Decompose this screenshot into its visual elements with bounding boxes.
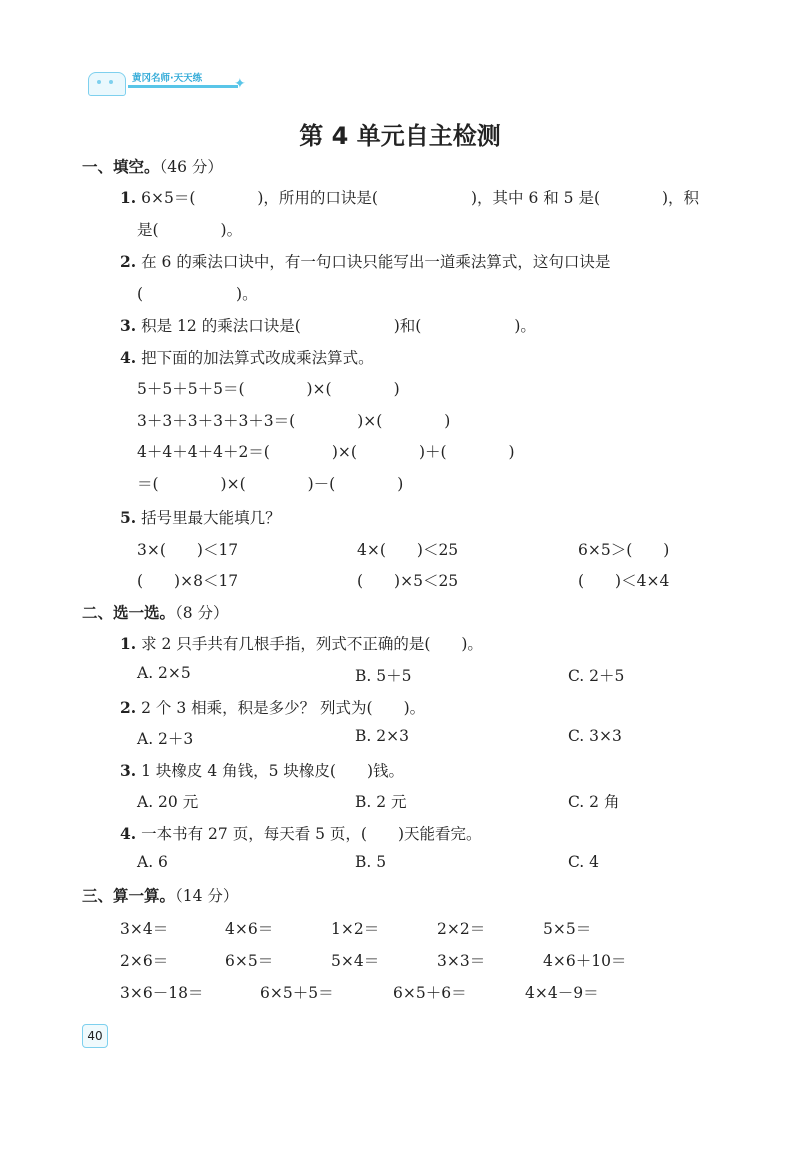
question-1-2-cont: ( )。 xyxy=(137,285,258,303)
option-a: A. 6 xyxy=(137,853,168,871)
calc-item: 2×2＝ xyxy=(437,920,486,938)
inequality: ( )×8＜17 xyxy=(137,572,239,590)
calc-item: 3×6－18＝ xyxy=(120,984,204,1002)
inequality: ( )×5＜25 xyxy=(357,572,459,590)
equation-row: 3＋3＋3＋3＋3＋3＝( )×( ) xyxy=(137,412,451,430)
brand-banner xyxy=(88,70,248,96)
section-3-points: （14 分） xyxy=(175,887,239,905)
question-number: 3. xyxy=(120,316,137,335)
option-a: A. 20 元 xyxy=(137,793,199,811)
question-number: 3. xyxy=(120,761,137,780)
question-1-5 xyxy=(120,506,281,528)
equation-row: ＝( )×( )－( ) xyxy=(137,475,404,493)
section-3-title: 三、算一算。 xyxy=(82,887,176,905)
section-1-title: 一、填空。 xyxy=(82,158,160,176)
section-2-title: 二、选一选。 xyxy=(82,604,176,622)
section-1-heading xyxy=(82,155,223,177)
option-a: A. 2×5 xyxy=(137,664,191,682)
question-number: 1. xyxy=(120,188,137,207)
question-1-2 xyxy=(120,250,610,272)
page-number: 40 xyxy=(82,1024,108,1048)
brand-underline xyxy=(128,85,238,88)
page-title: 第 4 单元自主检测 xyxy=(299,122,501,150)
section-1-points: （46 分） xyxy=(159,158,223,176)
inequality: 4×( )＜25 xyxy=(357,541,459,559)
calc-item: 4×4－9＝ xyxy=(525,984,599,1002)
question-text: 在 6 的乘法口诀中，有一句口诀只能写出一道乘法算式，这句口诀是 xyxy=(141,253,611,271)
question-1-1-cont: 是( )。 xyxy=(137,221,243,239)
option-b: B. 2 元 xyxy=(355,793,407,811)
question-number: 5. xyxy=(120,508,137,527)
question-number: 2. xyxy=(120,252,137,271)
calc-item: 4×6＋10＝ xyxy=(543,952,627,970)
inequality: 6×5＞( ) xyxy=(578,541,670,559)
question-text: 括号里最大能填几？ xyxy=(141,509,281,527)
question-text: 把下面的加法算式改成乘法算式。 xyxy=(141,349,374,367)
question-1-3 xyxy=(120,314,536,336)
question-number: 1. xyxy=(120,634,137,653)
calc-item: 5×4＝ xyxy=(331,952,380,970)
inequality: 3×( )＜17 xyxy=(137,541,239,559)
star-icon: ✦ xyxy=(234,76,246,92)
question-text: 6×5＝( )，所用的口诀是( )，其中 6 和 5 是( )，积 xyxy=(141,189,700,207)
question-2-4 xyxy=(120,822,482,844)
question-1-4 xyxy=(120,346,374,368)
calc-item: 1×2＝ xyxy=(331,920,380,938)
option-c: C. 2 角 xyxy=(568,793,620,811)
calc-item: 2×6＝ xyxy=(120,952,169,970)
question-2-2 xyxy=(120,696,425,718)
inequality: ( )＜4×4 xyxy=(578,572,670,590)
section-2-points: （8 分） xyxy=(175,604,229,622)
section-3-heading xyxy=(82,884,238,906)
question-text: 一本书有 27 页，每天看 5 页，( )天能看完。 xyxy=(141,825,482,843)
option-c: C. 3×3 xyxy=(568,727,622,745)
question-number: 2. xyxy=(120,698,137,717)
brand-text: 黄冈名师·天天练 xyxy=(132,73,203,84)
question-number: 4. xyxy=(120,348,137,367)
question-text: 积是 12 的乘法口诀是( )和( )。 xyxy=(141,317,536,335)
option-a: A. 2＋3 xyxy=(137,730,194,748)
calc-item: 6×5＋6＝ xyxy=(393,984,467,1002)
equation-row: 4＋4＋4＋4＋2＝( )×( )＋( ) xyxy=(137,443,515,461)
question-text: 1 块橡皮 4 角钱，5 块橡皮( )钱。 xyxy=(141,762,405,780)
calc-item: 3×4＝ xyxy=(120,920,169,938)
calc-item: 6×5＝ xyxy=(225,952,274,970)
section-2-heading xyxy=(82,601,229,623)
calc-item: 4×6＝ xyxy=(225,920,274,938)
question-number: 4. xyxy=(120,824,137,843)
question-text: 求 2 只手共有几根手指，列式不正确的是( )。 xyxy=(141,635,483,653)
question-2-3 xyxy=(120,759,404,781)
option-c: C. 4 xyxy=(568,853,600,871)
calc-item: 5×5＝ xyxy=(543,920,592,938)
option-b: B. 2×3 xyxy=(355,727,409,745)
option-c: C. 2＋5 xyxy=(568,667,625,685)
question-1-1 xyxy=(120,186,699,208)
calc-item: 3×3＝ xyxy=(437,952,486,970)
bear-logo-icon xyxy=(88,72,126,96)
option-b: B. 5 xyxy=(355,853,387,871)
equation-row: 5＋5＋5＋5＝( )×( ) xyxy=(137,380,400,398)
question-2-1 xyxy=(120,632,483,654)
question-text: 2 个 3 相乘，积是多少？ 列式为( )。 xyxy=(141,699,426,717)
calc-item: 6×5＋5＝ xyxy=(260,984,334,1002)
option-b: B. 5＋5 xyxy=(355,667,412,685)
